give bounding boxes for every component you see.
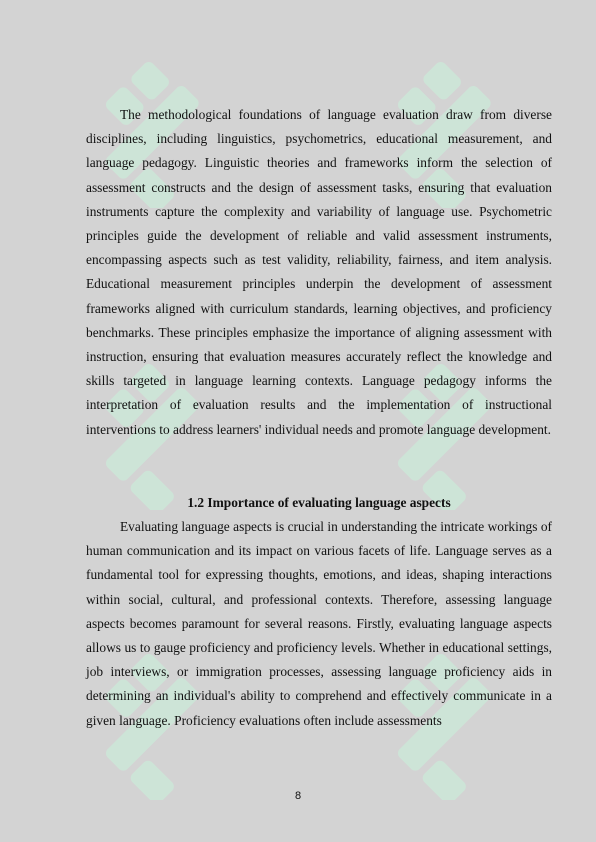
paragraph-text: The methodological foundations of language evaluation draw from diverse disciplines, including linguistics, psychometrics, educational measurement, and language pedagogy. Linguistic theories and frameworks inform the selection of assessment constructs and the design of assessment tasks, ensuring that evaluation instruments capture the complexity and variability of language use. Psychometric principles guide the development of reliable and valid assessment instruments, encompassing aspects such as test validity, reliability, fairness, and item analysis. Educational measurement principles underpin the development of assessment frameworks aligned with curriculum standards, learning objectives, and proficiency benchmarks. These principles emphasize the importance of aligning assessment with instruction, ensuring that evaluation measures accurately reflect the knowledge and skills targeted in language learning contexts. Language pedagogy informs the interpretation of evaluation results and the implementation of instructional interventions to address learners' individual needs and promote language development. [86, 107, 552, 437]
paragraph-importance [86, 515, 552, 733]
paragraph-methodological-foundations [86, 103, 552, 442]
section-heading: 1.2 Importance of evaluating language aspects [187, 495, 451, 510]
paragraph-text: Evaluating language aspects is crucial in understanding the intricate workings of human communication and its impact on various facets of life. Language serves as a fundamental tool for expressing thoughts, emotions, and ideas, shaping interactions within social, cultural, and professional contexts. Therefore, assessing language aspects becomes paramount for several reasons. Firstly, evaluating language aspects allows us to gauge proficiency and proficiency levels. Whether in educational settings, job interviews, or immigration processes, assessing language proficiency aids in determining an individual's ability to comprehend and effectively communicate in a given language. Proficiency evaluations often include assessments [86, 519, 552, 728]
page-number: 8 [294, 790, 302, 802]
